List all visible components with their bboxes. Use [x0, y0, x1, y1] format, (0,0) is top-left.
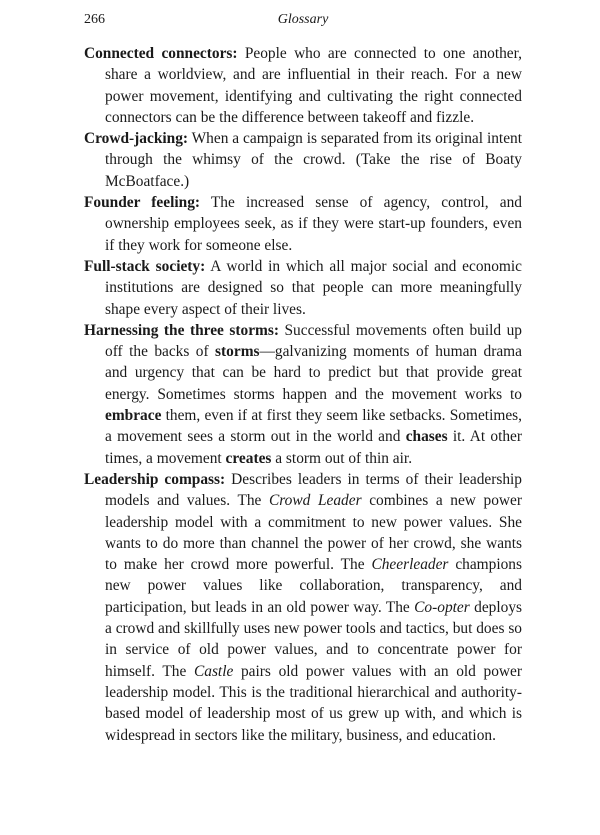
glossary-entry: [84, 128, 522, 192]
glossary-term: Leadership compass:: [84, 470, 226, 488]
definition-text: a storm out of thin air.: [271, 449, 413, 467]
glossary-entry: [84, 320, 522, 469]
glossary-term: Connected connectors:: [84, 45, 238, 62]
glossary-term: Full-stack society:: [84, 257, 206, 275]
glossary-term: Founder feeling:: [84, 194, 201, 212]
glossary-entry: [84, 43, 522, 128]
page-header: [84, 12, 522, 32]
emphasis-bold: embrace: [105, 407, 162, 425]
definition-text: it. At other times, a movement: [105, 428, 522, 467]
glossary-entry: [84, 256, 522, 320]
definition-text: Successful movements often build up off the backs of: [105, 321, 523, 361]
definition-text: them, even if at first they seem like setbacks. Sometimes, a movement sees a storm out in the world and: [105, 407, 522, 446]
page-number: 266: [84, 12, 105, 27]
glossary-entry: [84, 469, 522, 746]
definition-text: champions new power values like collaboration, transparency, and participation, but leads in an old power way. The: [105, 556, 522, 616]
definition-text: The increased sense of agency, control, and ownership employees seek, as if they were start-up founders, even if they work for someone else.: [105, 194, 523, 254]
emphasis-bold: creates: [225, 449, 272, 467]
emphasis-italic: Crowd Leader: [269, 492, 362, 510]
glossary-entry: [84, 192, 522, 256]
glossary-term: Harnessing the three storms:: [84, 321, 279, 339]
definition-text: combines a new power leadership model with a commitment to new power values. She wants to do more than channel the power of her crowd, she wants to make her crowd more powerful. The: [105, 492, 522, 574]
emphasis-italic: Co-opter: [414, 598, 470, 616]
definition-text: pairs old power values with an old power leadership model. This is the traditional hierarchical and authority-based model of leadership most of us grew up with, and which is widespread in sectors like the military, business, and education.: [105, 662, 522, 744]
emphasis-bold: storms: [215, 343, 260, 361]
running-head: Glossary: [277, 12, 329, 27]
definition-text: People who are connected to one another, share a worldview, and are influential in their reach. For a new power movement, identifying and cultivating the right connected connectors can be the difference between takeoff and fizzle.: [105, 45, 522, 126]
definition-text: When a campaign is separated from its original intent through the whimsy of the crowd. (Take the rise of Boaty McBoatface.): [105, 130, 522, 190]
glossary-term: Crowd-jacking:: [84, 130, 189, 148]
glossary-list: [84, 43, 522, 746]
definition-text: A world in which all major social and economic institutions are designed so that people can more meaningfully shape every aspect of their lives.: [105, 257, 523, 318]
definition-text: deploys a crowd and skillfully uses new power tools and tactics, but does so in service of old power values, and to concentrate power for himself. The: [105, 598, 522, 680]
emphasis-italic: Castle: [193, 662, 234, 680]
emphasis-bold: chases: [405, 428, 448, 446]
emphasis-italic: Cheerleader: [371, 556, 449, 574]
definition-text: —galvanizing moments of human drama and urgency that can be hard to predict but that provide great energy. Sometimes storms happen and the movement works to: [105, 343, 522, 403]
definition-text: Describes leaders in terms of their leadership models and values. The: [105, 470, 523, 510]
